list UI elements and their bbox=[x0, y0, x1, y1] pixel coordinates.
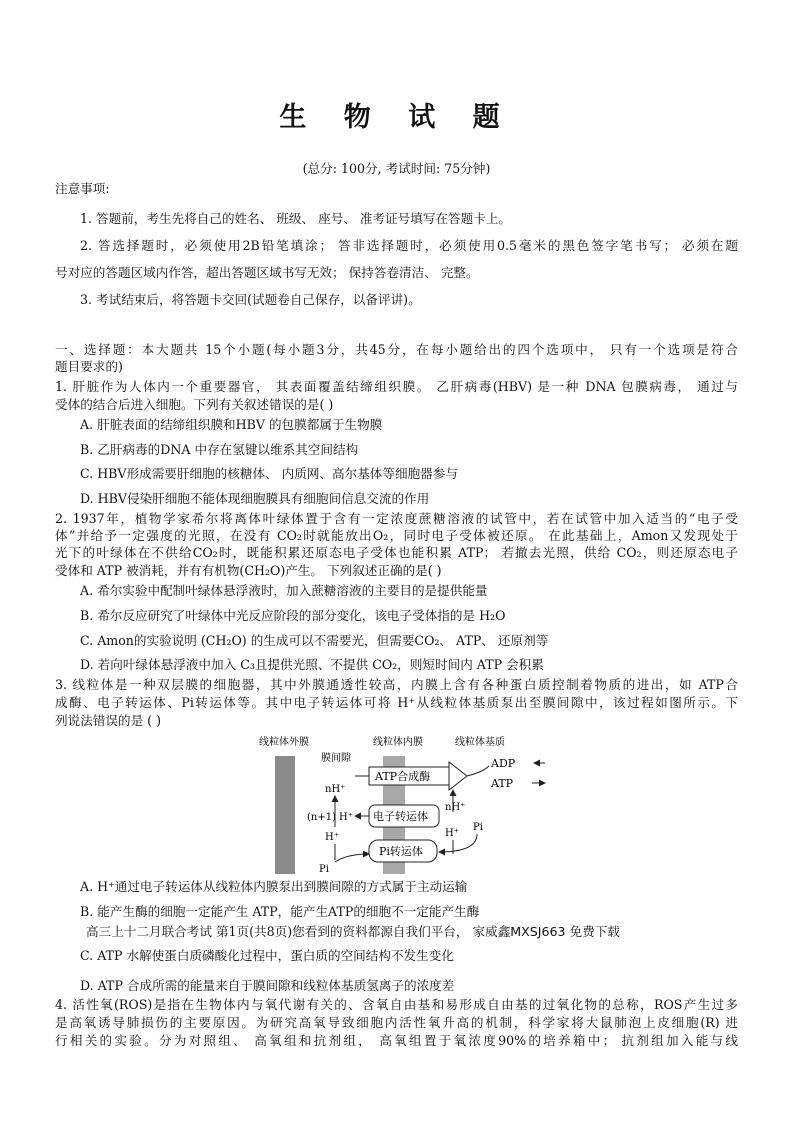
question-3-option-c: C. ATP 水解使蛋白质磷酸化过程中，蛋白质的空间结构不发生变化 bbox=[80, 948, 454, 963]
question-2-option-c: C. Amon的实验说明 (CH₂O) 的生成可以不需要光，但需要CO₂、 ATP、 还原剂等 bbox=[80, 633, 549, 648]
question-2-stem-line-3: 光下的叶绿体在不供给CO₂时，既能积累还原态电子受体也能积累 ATP； 若撤去光照，供给 CO₂，则还原态电子 bbox=[55, 545, 738, 560]
atp-synthase-label: ATP合成酶 bbox=[375, 770, 431, 783]
question-1-stem-line-2: 受体的结合后进入细胞。下列有关叙述错误的是( ) bbox=[55, 397, 334, 412]
right-pi-label: Pi bbox=[473, 822, 483, 833]
right-h-label: H⁺ bbox=[445, 828, 459, 839]
pi-transporter-label: Pi转运体 bbox=[379, 845, 423, 858]
outer-membrane-band bbox=[275, 756, 295, 874]
question-2-option-a: A. 希尔实验中配制叶绿体悬浮液时，加入蔗糖溶液的主要目的是提供能量 bbox=[80, 583, 488, 598]
note-item-3: 3. 考试结束后，将答题卡交回(试题卷自己保存，以备评讲)。 bbox=[80, 292, 421, 307]
question-3-stem-line-3: 列说法错误的是 ( ) bbox=[55, 713, 161, 728]
footer-text: 高三上十二月联合考试 第1页(共8页)您看到的资料都源自我们平台， bbox=[86, 924, 469, 939]
question-1-stem-line-1: 1. 肝脏作为人体内一个重要器官， 其表面覆盖结缔组织膜。 乙肝病毒(HBV) 是一种 DNA 包膜病毒， 通过与 bbox=[55, 379, 738, 394]
notes-heading: 注意事项: bbox=[55, 181, 110, 196]
section-1-heading-line-1: 一、选择题：本大题共 15个小题(每小题3分，共45分，在每小题给出的四个选项中， 只有一个选项是符合 bbox=[55, 342, 738, 357]
intermembrane-space-label: 膜间隙 bbox=[321, 753, 351, 764]
right-nh-label: nH⁺ bbox=[445, 802, 466, 813]
section-1-heading-line-2: 题目要求的) bbox=[55, 359, 123, 374]
question-4-stem-line-3: 行相关的实验。分为对照组、 高氧组和抗剂组， 高氧组置于氧浓度90%的培养箱中； 抗剂组加入能与线 bbox=[55, 1033, 738, 1048]
question-2-stem-line-2: 体”并给予一定强度的光照，在没有 CO₂时就能放出O₂，同时电子受体被还原。 在此基础上，Amon又发现处于 bbox=[55, 528, 738, 543]
page-footer bbox=[86, 923, 620, 940]
question-1-option-a: A. 肝脏表面的结缔组织膜和HBV 的包膜都属于生物膜 bbox=[80, 417, 383, 432]
question-2-stem-line-4: 受体和 ATP 被消耗，并有有机物(CH₂O)产生。 下列叙述正确的是( ) bbox=[55, 563, 442, 578]
question-3-stem-line-1: 3. 线粒体是一种双层膜的细胞器，其中外膜通透性较高，内膜上含有各种蛋白质控制着物质的进出，如 ATP合 bbox=[55, 677, 738, 692]
question-2-stem-line-1: 2. 1937年，植物学家希尔将离体叶绿体置于含有一定浓度蔗糖溶液的试管中，若在试管中加入适当的“电子受 bbox=[55, 511, 738, 526]
question-2-option-d: D. 若向叶绿体悬浮液中加入 C₃且提供光照、不提供 CO₂，则短时间内 ATP 会积累 bbox=[80, 657, 544, 672]
matrix-label: 线粒体基质 bbox=[455, 737, 505, 748]
inner-membrane-label: 线粒体内膜 bbox=[373, 737, 423, 748]
question-3-option-a: A. H⁺通过电子转运体从线粒体内膜泵出到膜间隙的方式属于主动运输 bbox=[80, 879, 468, 894]
question-4-stem-line-1: 4. 活性氧(ROS)是指在生物体内与氧代谢有关的、含氧自由基和易形成自由基的过氧化物的总称，ROS产生过多 bbox=[55, 997, 738, 1012]
electron-transporter-label: 电子转运体 bbox=[373, 810, 428, 823]
outer-membrane-label: 线粒体外膜 bbox=[259, 737, 309, 748]
adp-label: ADP bbox=[491, 757, 516, 770]
question-1-option-c: C. HBV形成需要肝细胞的核糖体、 内质网、高尔基体等细胞器参与 bbox=[80, 466, 458, 481]
question-3-option-d: D. ATP 合成所需的能量来自于膜间隙和线粒体基质氢离子的浓度差 bbox=[80, 978, 455, 993]
left-pi-curve bbox=[335, 854, 369, 862]
question-1-option-b: B. 乙肝病毒的DNA 中存在氢键以维系其空间结构 bbox=[80, 442, 359, 457]
question-3-option-b: B. 能产生酶的细胞一定能产生 ATP，能产生ATP的细胞不一定能产生酶 bbox=[80, 904, 480, 919]
atp-synthase-link-curve bbox=[467, 766, 489, 776]
atp-label: ATP bbox=[491, 777, 514, 790]
mitochondria-diagram bbox=[255, 732, 555, 877]
atp-synthase-arrow-head bbox=[449, 762, 467, 790]
n-plus-one-label: (n+1) bbox=[307, 812, 336, 823]
left-lower-h-label: H⁺ bbox=[325, 832, 339, 843]
left-pi-label: Pi bbox=[319, 864, 329, 875]
page-title: 生 物 试 题 bbox=[279, 102, 514, 133]
question-3-stem-line-2: 成酶、电子转运体、Pi转运体等。其中电子转运体可将 H⁺从线粒体基质泵出至膜间隙中，该过程如图所示。下 bbox=[55, 695, 738, 710]
question-1-option-d: D. HBV侵染肝细胞不能体现细胞膜具有细胞间信息交流的作用 bbox=[80, 491, 430, 506]
left-nh-label: nH⁺ bbox=[325, 784, 346, 795]
question-4-stem-line-2: 是高氧诱导肺损伤的主要原因。为研究高氧导致细胞内活性氧升高的机制，科学家将大鼠肺泡上皮细胞(R) 进 bbox=[55, 1015, 738, 1030]
note-item-1: 1. 答题前，考生先将自己的姓名、 班级、 座号、 准考证号填写在答题卡上。 bbox=[80, 211, 512, 226]
footer-brand: 家威鑫MXSJ663 免费下载 bbox=[472, 924, 620, 939]
question-2-option-b: B. 希尔反应研究了叶绿体中光反应阶段的部分变化，该电子受体指的是 H₂O bbox=[80, 608, 506, 623]
h-plus-middle-label: H⁺ bbox=[339, 812, 353, 823]
note-item-2-line-1: 2. 答选择题时，必须使用2B铅笔填涂； 答非选择题时，必须使用0.5毫米的黑色签字笔书写； 必须在题 bbox=[80, 238, 738, 253]
exam-subtitle: (总分: 100分, 考试时间: 75分钟) bbox=[302, 161, 491, 176]
note-item-2-line-2: 号对应的答题区域内作答，超出答题区域书写无效； 保持答卷清洁、 完整。 bbox=[55, 265, 479, 280]
